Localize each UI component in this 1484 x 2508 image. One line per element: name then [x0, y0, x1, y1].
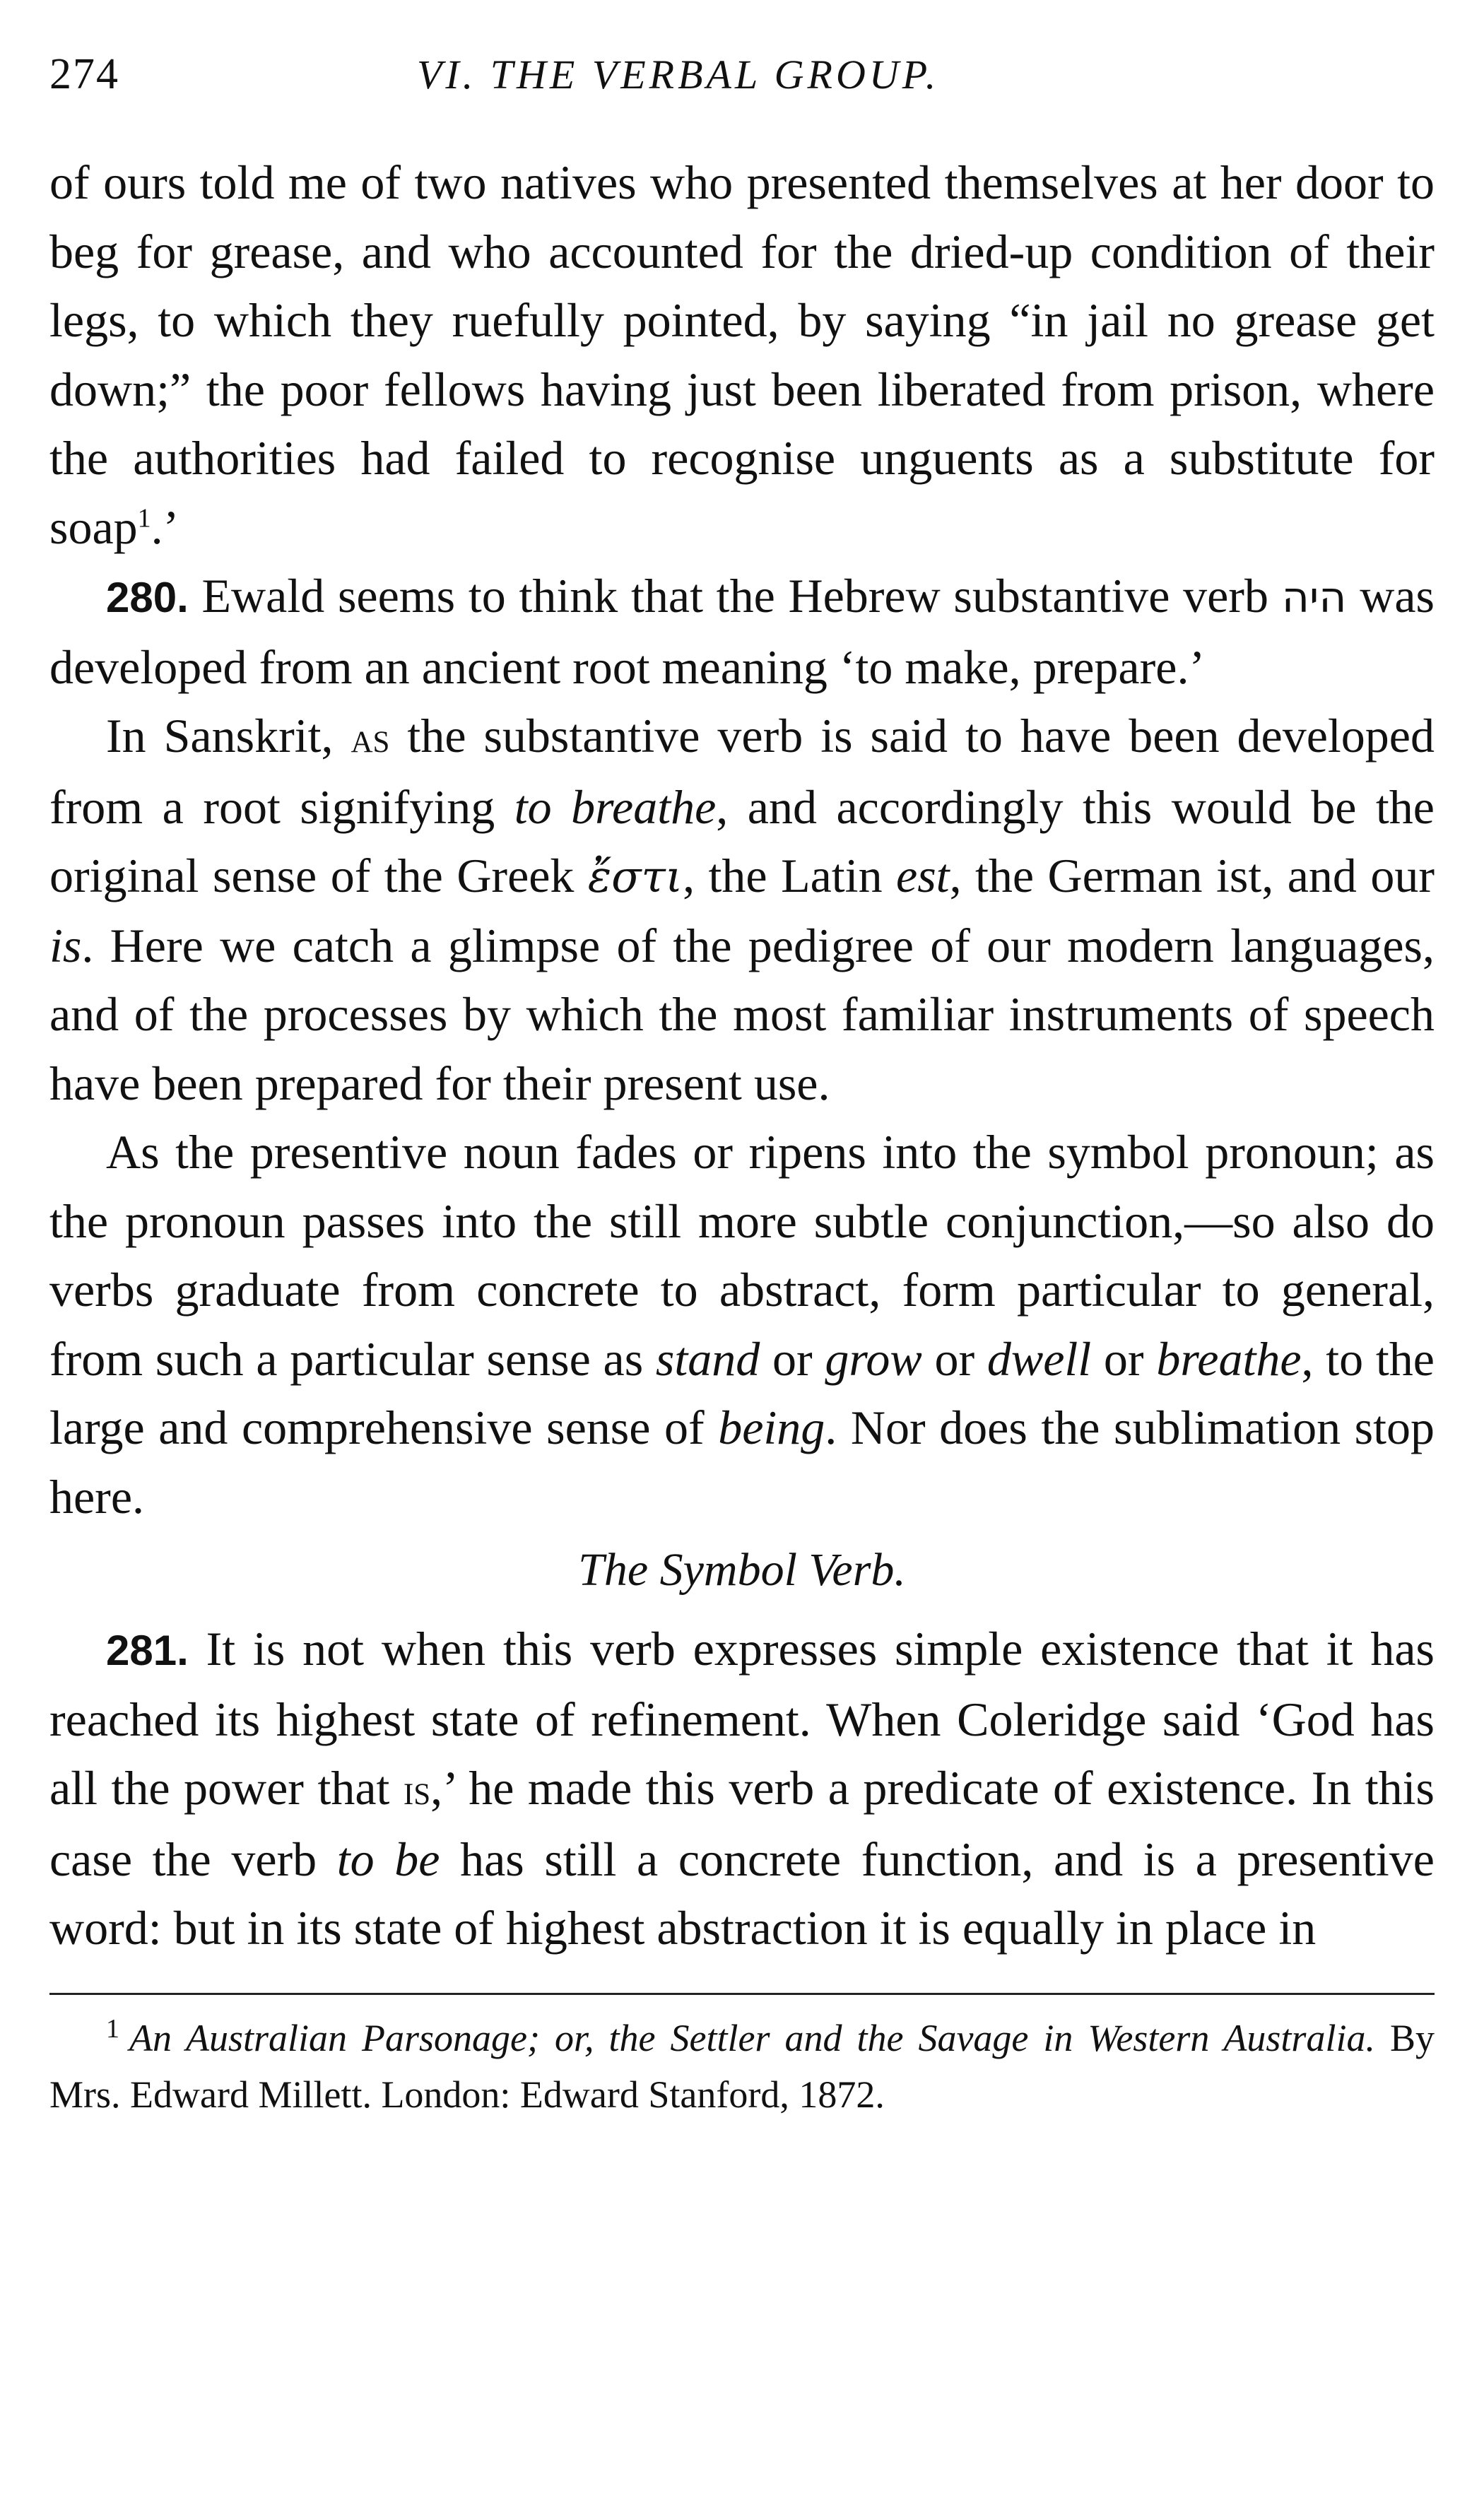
page-number: 274 — [49, 50, 119, 98]
paragraph-281: 281. It is not when this verb expresses simple existence that it has reached its highest state of refinement. When Coleridge said ‘God has all the power that is,’ he made this verb a predicate of existence. In this case the verb to be has still a concrete function, and is a presentive word: but in its state of highest abstraction it is equally in place in — [49, 1622, 1435, 1955]
section-number: 280. — [106, 574, 189, 621]
paragraph-presentive: As the presentive noun fades or ripens into the symbol pronoun; as the pronoun passes into the still more subtle conjunction,—so also do verbs graduate from concrete to abstract, form particular to general, from such a particular sense as stand or grow or dwell or breathe, to the large and comprehensive sense of being. Nor does the sublimation stop here. — [49, 1125, 1435, 1524]
footnote: $^1$ An Australian Parsonage; or, the Settler and the Savage in Western Australia. By Mrs. Edward Millett. London: Edward Stanford, 1872. — [49, 2013, 1435, 2116]
greek-word: ἔστι — [587, 851, 683, 902]
paragraph-280: 280. Ewald seems to think that the Hebrew substantive verb היה was developed from an ancient root meaning ‘to make, prepare.’ — [49, 569, 1435, 694]
running-head: VI. THE VERBAL GROUP. — [417, 52, 940, 98]
footnote-ref: 1 — [137, 502, 151, 533]
footnote-title: An Australian Parsonage; or, the Settler and the Savage in Western Australia. — [129, 2016, 1375, 2059]
subheading: The Symbol Verb. — [578, 1544, 906, 1596]
book-page — [49, 42, 1435, 2123]
footnote-divider — [49, 1993, 1435, 1995]
section-number: 281. — [106, 1627, 189, 1674]
page-header — [49, 42, 1435, 148]
paragraph-continuation: of ours told me of two natives who presented themselves at her door to beg for grease, and who accounted for the dried-up condition of their legs, to which they ruefully pointed, by saying “in jail no grease get down;” the poor fellows having just been liberated from prison, where the authorities had failed to recognise unguents as a substitute for soap$^1$.’ — [49, 155, 1435, 554]
footnote-mark: 1 — [106, 2013, 119, 2044]
paragraph-sanskrit: In Sanskrit, as the substantive verb is said to have been developed from a root signifying to breathe, and accordingly this would be the original sense of the Greek ἔστι, the Latin est, the German ist, and our is. Here we catch a glimpse of the pedigree of our modern languages, and of the processes by which the most familiar instruments of speech have been prepared for their present use. — [49, 709, 1435, 1110]
hebrew-word: היה — [1281, 573, 1347, 623]
german-word: ist — [1216, 849, 1262, 902]
